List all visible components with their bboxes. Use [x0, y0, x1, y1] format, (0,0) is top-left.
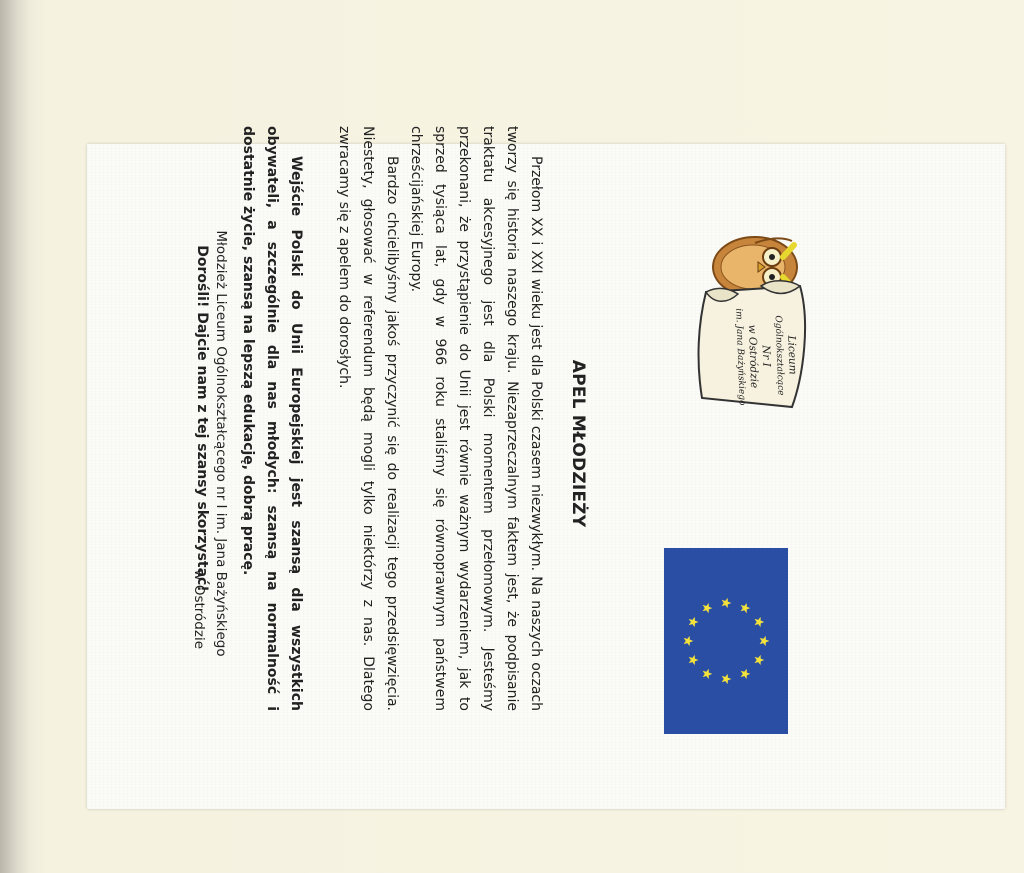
call-to-action: Dorośli! Dajcie nam z tej szansy skorzystać! [194, 245, 210, 592]
logo-line-1: Liceum [785, 335, 799, 375]
binding-shadow [0, 0, 30, 873]
flag-field [664, 548, 788, 734]
logo-text [731, 305, 799, 407]
logo-line-3: Nr I [759, 344, 773, 368]
school-logo [692, 231, 810, 416]
eu-flag-svg [664, 548, 788, 734]
logo-line-4: w Ostródzie [745, 324, 761, 389]
eu-flag [664, 548, 788, 734]
paragraph-1: Przełom XX i XXI wieku jest dla Polski czasem niezwykłym. Na naszych oczach tworzy się historia naszego kraju. Niezaprzeczalnym faktem jest, że podpisanie traktatu akcesyjnego jest dla Polski momentem przełomowym. Jesteśmy przekonani, że przystąpienie do Unii jest równie ważnym wydarzeniem, jak to sprzed tysiąca lat, gdy w 966 roku staliśmy się równoprawnym państwem chrześcijańskiej Europy. [408, 126, 544, 711]
logo-line-5: im. Jana Bażyńskiego [733, 308, 747, 406]
document-body [190, 126, 548, 711]
signature-line-1: Młodzież Liceum Ogólnokształcącego nr I im. Jana Bażyńskiego [213, 230, 229, 657]
bold-paragraph: Wejście Polski do Unii Europejskiej jest szansą dla wszystkich obywateli, a szczególnie dla nas młodych: szansą na normalność i dostatnie życie, szansą na lepszą edukację, dobrą pracę. [240, 126, 304, 711]
page-content-inner [118, 126, 838, 761]
logo-line-2: Ogólnokształcące [772, 315, 786, 396]
document-title: APEL MŁODZIEŻY [568, 359, 588, 528]
rotated-page-content [118, 126, 838, 761]
signature-block [188, 176, 232, 711]
paragraph-2: Bardzo chcielibyśmy jakoś przyczynić się do realizacji tego przedsięwzięcia. Niestety, głosować w referendum będą mogli tylko niektórzy z nas. Dlatego zwracamy się z apelem do dorosłych. [336, 126, 400, 711]
signature-line-2: w Ostródzie [191, 569, 207, 649]
